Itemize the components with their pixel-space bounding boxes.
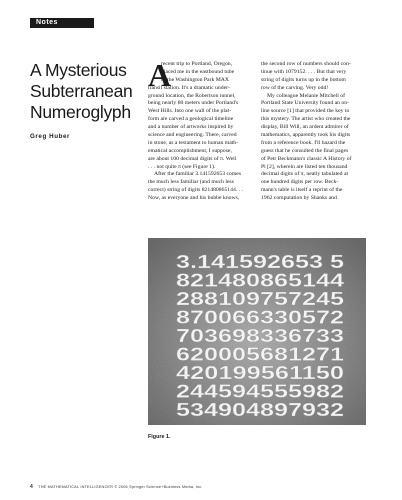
carved-digit-row: 420199561150: [176, 363, 344, 383]
section-label: Notes: [30, 18, 94, 28]
text-line: ematical accomplishment, I suppose,: [148, 147, 232, 154]
text-line: decimal digits of π, neatly tabulated at: [261, 171, 349, 178]
carved-digit-row: 244594555982: [176, 381, 344, 402]
text-line: 1962 computation by Shanks and: [261, 195, 337, 202]
carved-digit-row: 288109757245: [176, 289, 344, 309]
title-line: Numeroglyph: [30, 102, 131, 122]
drop-cap: A: [148, 57, 172, 93]
text-line: being nearly 80 meters under Portland's: [148, 100, 239, 107]
text-line: Portland State University found an on-: [261, 100, 349, 107]
footer-text: THE MATHEMATICAL INTELLIGENCER © 2006 Springer Science+Business Media, Inc.: [38, 485, 203, 489]
carved-digit-row: 620005681271: [176, 344, 344, 365]
text-line: mathematics, apparently took his digits: [261, 132, 351, 139]
text-line: recent trip to Portland, Oregon,: [161, 61, 233, 67]
text-line: in stone, as a testament to human math-: [148, 139, 239, 146]
carved-digit-row: 703698336733: [176, 326, 344, 346]
text-line: line source [1] that provided the key to: [261, 108, 350, 115]
text-line: the much less familiar (and much less: [148, 179, 234, 186]
text-line: string of digits turns up in the bottom: [261, 76, 346, 83]
stone-carving-image: [148, 238, 366, 425]
text-line: correct) string of digits 821480865144. . .: [148, 187, 243, 194]
text-line: mann's table is itself a reprint of the: [261, 187, 343, 194]
text-line: science and engineering. There, carved: [148, 132, 237, 139]
figure-1-photo: [148, 238, 366, 425]
carved-digit-row: 870066330572: [176, 307, 344, 328]
text-line: this mystery. The artist who created the: [261, 116, 351, 123]
body-column-1: [148, 57, 251, 203]
page-number: 4: [30, 484, 33, 490]
text-line: form are carved a geological timeline: [148, 116, 234, 123]
figure-caption: Figure 1.: [148, 434, 171, 440]
text-line: ground location, the Robertson tunnel,: [148, 92, 236, 99]
text-line: guess that he consulted the final pages: [261, 147, 349, 154]
text-line: tinue with 1079152. . . . But that very: [261, 68, 347, 75]
text-line: of the Washington Park MAX: [161, 76, 229, 83]
text-line: are about 100 decimal digits of π. Well: [148, 155, 237, 162]
text-line: placed me in the eastbound tube: [161, 68, 235, 75]
text-line: one hundred digits per row. Beck-: [261, 179, 339, 186]
author-name: Greg Huber: [30, 133, 71, 140]
carved-digit-row: 534904897932: [176, 400, 344, 420]
text-line: from a reference book. I'll hazard the: [261, 139, 346, 146]
body-column-2: [261, 61, 364, 203]
carved-digit-row: 3.141592653 5: [176, 252, 344, 272]
text-line: Now, as everyone and his bubbe knows,: [148, 195, 240, 202]
text-line: of Petr Beckmann's classic A History of: [261, 155, 352, 162]
text-line: . . . not quite π (see Figure 1).: [148, 163, 216, 170]
page-footer: [30, 484, 203, 490]
text-line: Pi [2], wherein are listed ten thousand: [261, 163, 348, 170]
text-line: West Hills. Into one wall of the plat-: [148, 108, 231, 115]
text-line: the second row of numbers should con-: [261, 61, 351, 67]
text-line: After the familiar 3.141592653 comes: [154, 171, 242, 178]
carved-digit-row: 821480865144: [176, 270, 344, 291]
text-line: My colleague Melanie Mitchell of: [267, 92, 346, 99]
title-line: Subterranean: [30, 81, 133, 101]
text-line: row of the carving. Very odd!: [261, 84, 329, 91]
text-line: display, Bill Will, an ardent admirer of: [261, 124, 349, 131]
text-line: transit station. It's a dramatic under-: [148, 84, 230, 91]
title-line: A Mysterious: [30, 60, 127, 80]
text-line: and a number of artworks inspired by: [148, 124, 234, 131]
article-title: [30, 60, 142, 123]
